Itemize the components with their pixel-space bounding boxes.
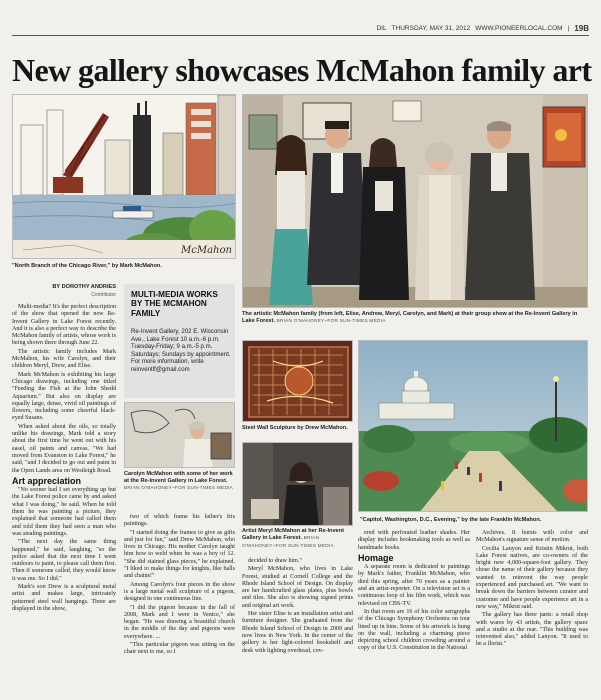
article-column-1: Multi-media? It's the perfect description of the show that opened the new Re-Invent Gallery in Lake Forest recently. And it is also a perfect way to describe the McMahon family of artists, whose work is being shown there through June 22. The artistic family includes Mark McMahon, his wife Carolyn, and their children Meryl, Drew, and Elise. Mark McMahon is exhibiting his large Chicago drawings, including one titled "Feeding the Fish at the John Shedd Aquarium." But also on display are equally large, dense, vivid oil paintings of flowers, including some cheerful black-eyed Susans. When asked about the oils, so totally unlike his drawings, Mark told a story about the first time he went out with his easel, oil paints and canvas. "We had moved from Evanston to Lake Forest," he said, "and I decided to go out and paint in the Open Lands area on Westleigh Road. Art appreciation "No sooner had I set everything up but the Lake Forest police came by and asked what I was doing," he said. When he told them he was painting a picture, they explained that someone had called them and told them they had seen a man who was stealing paintings. "The next day the same thing happened," he said, laughing, "so the police asked that the next time I went outdoors to paint, to please call them first. Then if someone called, they would know it was me. So I did." Mark's son Drew is a sculptural metal artist and makes large, intricately patterned steel wall hangings. Three are displayed in the show,	[12, 304, 116, 612]
folio-section: DIL	[376, 24, 387, 32]
info-box-body: Re-Invent Gallery, 202 E. Wisconsin Ave., Lake Forest 10 a.m.-6 p.m. Tuesday-Friday; 9 a.m.-5 p.m. Saturdays; Sundays by appointment. For more information, write reinventlf@gmail.com	[131, 328, 231, 373]
family-photo-caption: The artistic McMahon family (from left, Elise, Andrew, Meryl, Carolyn, and Mark) at their group show at the Re-Invent Gallery in Lake Forest. BRIAN O'MAHONEY~FOR SUN-TIMES MEDIA	[242, 311, 578, 324]
steel-sculpture-image	[242, 340, 353, 422]
article-column-3: decided to draw him." Meryl McMahon, who lives in Lake Forest, studied at Cornell College and the Rhode Island School of Design. On display are her handcrafted glass plates, plus bowls and tiles. She also is showing signed prints and original art work. Her sister Elise is an installation artist and furniture designer. She graduated from the Rhode Island School of Design in 2009 and now lives in New York. In the center of the gallery is her light-colored bookshelf and desk with lighting overhead, cov-	[242, 558, 353, 654]
steel-sculpture-caption: Steel Wall Sculpture by Drew McMahon.	[242, 425, 348, 431]
headline: New gallery showcases McMahon family art	[12, 52, 592, 88]
folio-site: WWW.PIONEERLOCAL.COM	[475, 24, 563, 32]
article-column-5: Archives. It bursts with color and McMahon's signature sense of motion. Cecilia Lanyon and Kristin Mikrut, both Lake Forest natives, are co-owners of the bright new 4,000-square-foot gallery. They chose the name of their gallery because they wanted to reinvent the way people experienced and purchased art. "We want to break down the barriers between curator and customer and have people experience art in a new way," Mikrut said. The gallery has three parts: a retail shop with wares by 43 artists, the gallery space and a studio at the rear. "This building was reinvented also," added Lanyon. "It used to be a florist."	[476, 530, 588, 648]
carolyn-photo-caption: Carolyn McMahon with some of her work at the Re-Invent Gallery in Lake Forest. BRIAN O'MAHONEY~FOR SUN-TIMES MEDIA	[124, 471, 234, 491]
article-column-4: ered with perforated leather shades. Her display includes bookmaking tools as well as handmade books. Homage A separate room is dedicated to paintings by Mark's father, Franklin McMahon, who died this spring, after 70 years as a painter and an artist-reporter. On a television set is a continuous loop of his film work, which was televised on CBS-TV. In that room are 16 of his color serigraphs of the Chicago Symphony Orchestra on tour lined up in bins. Some of his artwork is hung on the wall, including a charming piece depicting school children crowding around a copy of the U.S. Constitution in the National	[358, 530, 470, 652]
byline: BY DOROTHY ANDRIES	[52, 284, 116, 290]
top-rule	[12, 35, 589, 36]
river-drawing-image	[12, 94, 236, 259]
article-column-2: two of which frame his father's Iris paintings. "I started doing the frames to give as gifts and just for fun," said Drew McMahon, who lives in Chicago. His mother Carolyn taught him how to weld when he was a boy of 12. "She did stained glass pieces," he explained. "I liked to make things for knights, like balls and chains!" Among Carolyn's four pieces in the show is a large metal wall sculpture of a pigeon, designed in one continuous line. "I did the pigeon because in the fall of 2008, Mark and I were in Venice," she began. "He was drawing a beautiful church in the middle of the day and pigeons were everywhere. ... "This particular pigeon was sitting on the chair next to me, so I	[124, 514, 235, 656]
folio-page-number: 19B	[574, 23, 589, 33]
river-drawing-caption: "North Branch of the Chicago River," by Mark McMahon.	[12, 263, 162, 269]
carolyn-photo-credit: BRIAN O'MAHONEY~FOR SUN-TIMES MEDIA	[124, 485, 234, 491]
byline-role: Contributor	[91, 292, 116, 298]
carolyn-photo	[124, 402, 235, 468]
artist-signature: McMahon	[181, 245, 232, 256]
family-photo-credit: BRIAN O'MAHONEY~FOR SUN-TIMES MEDIA	[276, 318, 386, 324]
info-box-title: MULTI-MEDIA WORKS BY THE MCMAHON FAMILY	[131, 290, 218, 318]
meryl-photo-caption: Artist Meryl McMahon at her Re-Invent Gallery in Lake Forest. BRIAN O'MAHONEY~FOR SUN-TIMES MEDIA	[242, 528, 344, 549]
capitol-painting-image	[358, 340, 588, 512]
meryl-photo-credit: BRIAN O'MAHONEY~FOR SUN-TIMES MEDIA	[242, 535, 334, 549]
meryl-photo	[242, 442, 353, 526]
info-box	[124, 284, 235, 398]
family-photo	[242, 94, 588, 308]
subhead-art-appreciation: Art appreciation	[12, 475, 82, 486]
folio-line: DIL THURSDAY, MAY 31, 2012 WWW.PIONEERLOCAL.COM | 19B	[376, 23, 589, 33]
capitol-painting-caption: "Capitol, Washington, D.C., Evening," by the late Franklin McMahon.	[360, 517, 542, 523]
subhead-homage: Homage	[358, 552, 394, 563]
folio-date: THURSDAY, MAY 31, 2012	[391, 24, 471, 32]
